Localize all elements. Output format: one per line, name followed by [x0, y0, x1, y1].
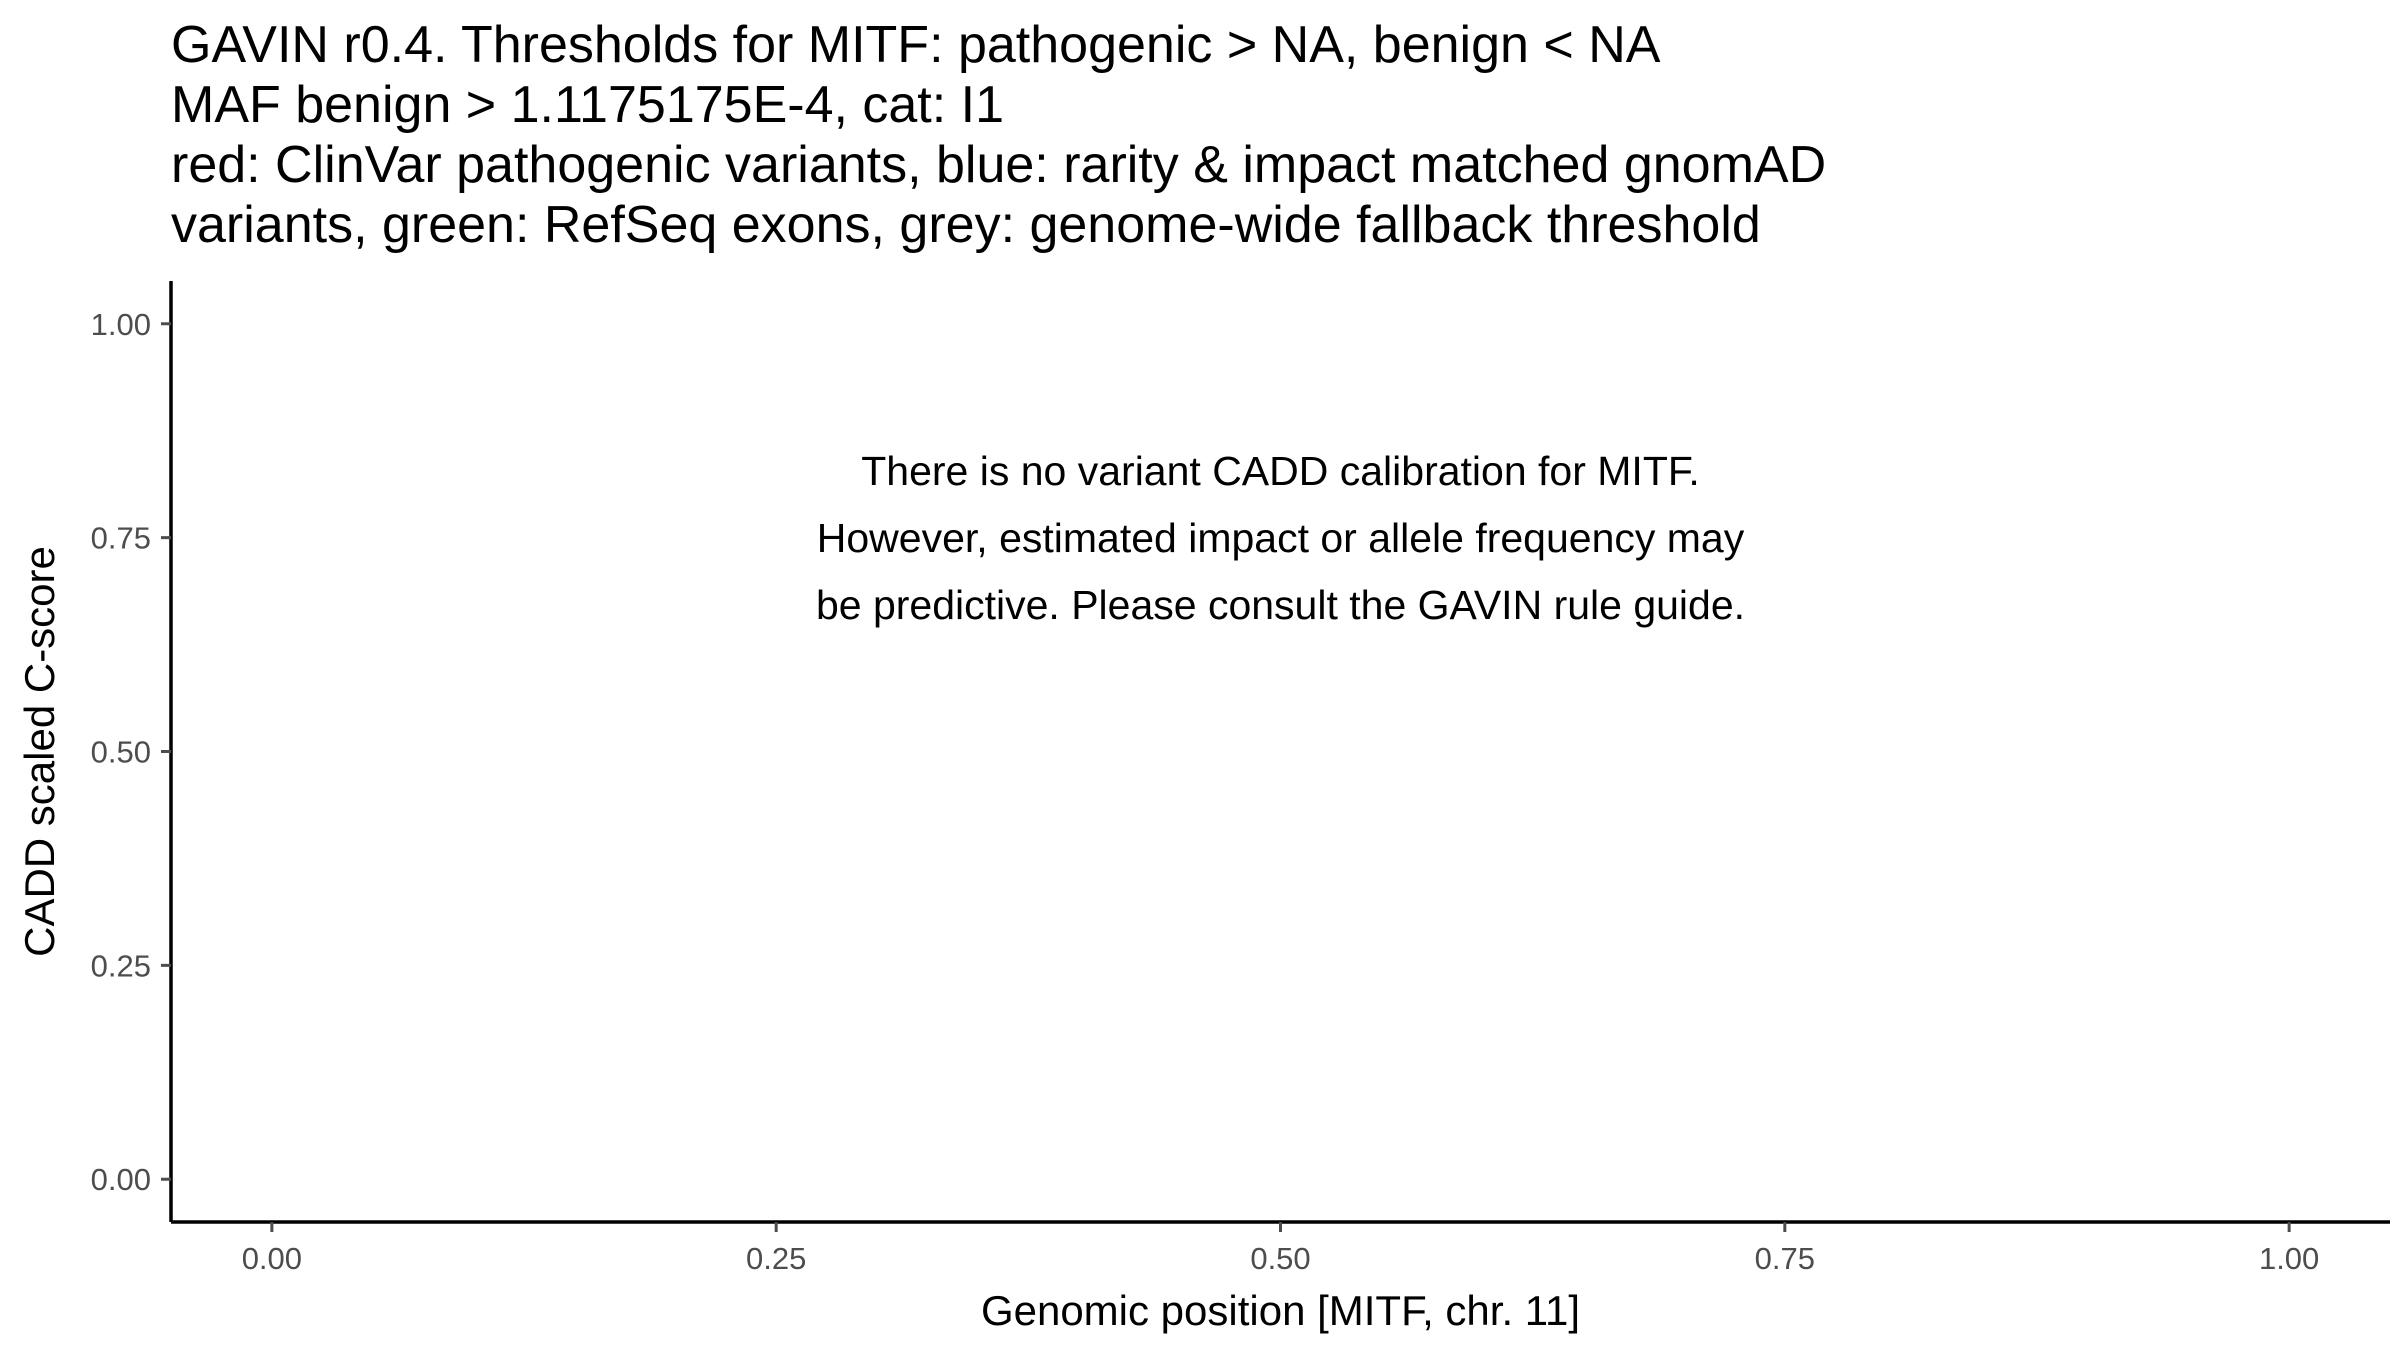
annotation — [816, 448, 1745, 628]
x-tick-label: 0.75 — [1754, 1241, 1815, 1276]
x-tick-label: 0.50 — [1250, 1241, 1311, 1276]
y-tick-label: 0.25 — [90, 948, 151, 984]
title-line: MAF benign > 1.1175175E-4, cat: I1 — [171, 76, 1005, 134]
y-tick-label: 0.50 — [90, 734, 151, 770]
x-tick-label: 0.25 — [746, 1241, 807, 1276]
y-tick-label: 1.00 — [90, 306, 151, 342]
plot-area — [91, 281, 2390, 1276]
x-tick-label: 1.00 — [2258, 1241, 2320, 1276]
chart-title — [171, 16, 1826, 254]
annotation-line: However, estimated impact or allele frequency may — [816, 515, 1745, 561]
title-line: variants, green: RefSeq exons, grey: genome-wide fallback threshold — [171, 196, 1761, 254]
y-axis-title: CADD scaled C-score — [16, 546, 63, 957]
x-axis-ticks — [242, 1222, 2320, 1276]
y-tick-label: 0.00 — [90, 1162, 151, 1198]
y-axis-ticks — [91, 307, 171, 1197]
x-tick-label: 0.00 — [241, 1241, 303, 1276]
x-axis-title: Genomic position [MITF, chr. 11] — [980, 1287, 1581, 1334]
annotation-line: There is no variant CADD calibration for MITF. — [861, 448, 1700, 494]
y-tick-label: 0.75 — [90, 520, 151, 556]
title-line: GAVIN r0.4. Thresholds for MITF: pathogenic > NA, benign < NA — [171, 16, 1661, 74]
title-line: red: ClinVar pathogenic variants, blue: rarity & impact matched gnomAD — [171, 136, 1827, 194]
annotation-line: be predictive. Please consult the GAVIN rule guide. — [815, 582, 1746, 628]
